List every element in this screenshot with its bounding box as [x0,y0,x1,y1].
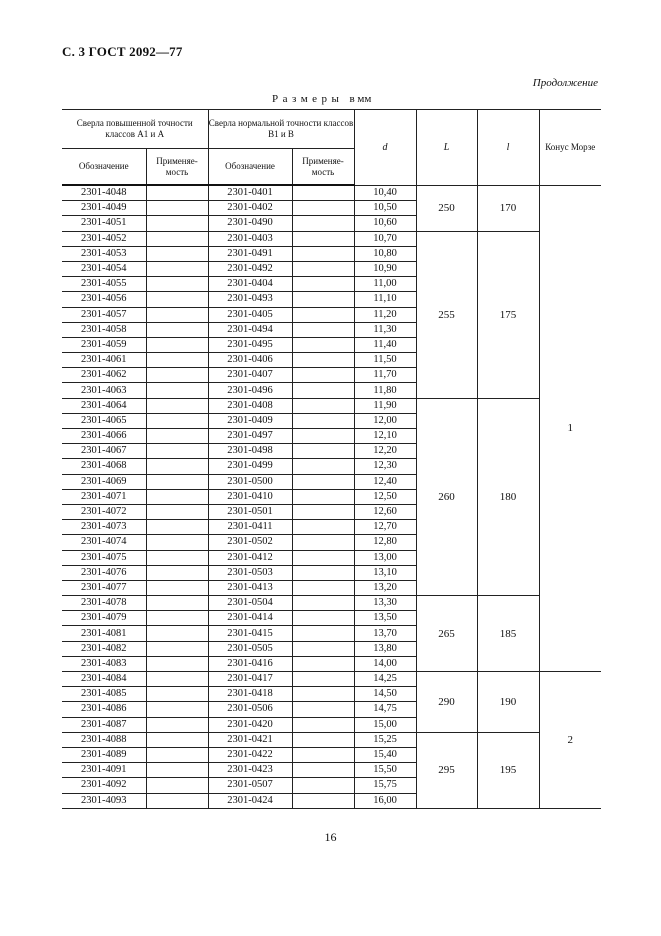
application-high-cell [146,353,208,368]
application-normal-cell [292,322,354,337]
designation-high-cell: 2301-4056 [62,292,146,307]
application-normal-cell [292,489,354,504]
application-normal-cell [292,520,354,535]
application-normal-cell [292,641,354,656]
application-normal-cell [292,687,354,702]
application-high-cell [146,383,208,398]
application-normal-cell [292,353,354,368]
application-high-cell [146,368,208,383]
application-high-cell [146,292,208,307]
dimensions-unit: в мм [349,93,372,105]
designation-high-cell: 2301-4077 [62,580,146,595]
diameter-cell: 11,40 [354,337,416,352]
designation-high-cell: 2301-4079 [62,611,146,626]
length-L-cell: 255 [416,231,477,398]
application-high-cell [146,580,208,595]
application-normal-cell [292,596,354,611]
diameter-cell: 10,80 [354,246,416,261]
designation-high-cell: 2301-4083 [62,656,146,671]
designation-high-cell: 2301-4082 [62,641,146,656]
page-number: 16 [324,830,337,844]
designation-high-cell: 2301-4072 [62,504,146,519]
length-L-cell: 295 [416,732,477,808]
application-high-cell [146,413,208,428]
application-normal-cell [292,535,354,550]
diameter-cell: 11,30 [354,322,416,337]
designation-normal-cell: 2301-0410 [208,489,292,504]
application-high-cell [146,277,208,292]
header-L: L [416,110,477,186]
diameter-cell: 16,00 [354,793,416,808]
diameter-cell: 15,40 [354,747,416,762]
application-high-cell [146,231,208,246]
designation-normal-cell: 2301-0422 [208,747,292,762]
designation-high-cell: 2301-4066 [62,429,146,444]
designation-high-cell: 2301-4062 [62,368,146,383]
continuation-label: Продолжение [532,77,598,89]
designation-normal-cell: 2301-0497 [208,429,292,444]
application-normal-cell [292,732,354,747]
diameter-cell: 10,50 [354,201,416,216]
designation-normal-cell: 2301-0493 [208,292,292,307]
length-L-cell: 290 [416,672,477,733]
designation-high-cell: 2301-4084 [62,672,146,687]
designation-normal-cell: 2301-0504 [208,596,292,611]
table-row [62,732,601,747]
designation-normal-cell: 2301-0423 [208,763,292,778]
application-normal-cell [292,747,354,762]
application-high-cell [146,717,208,732]
application-normal-cell [292,368,354,383]
application-normal-cell [292,550,354,565]
application-high-cell [146,702,208,717]
diameter-cell: 13,20 [354,580,416,595]
diameter-cell: 13,50 [354,611,416,626]
designation-normal-cell: 2301-0407 [208,368,292,383]
application-high-cell [146,444,208,459]
diameter-cell: 15,50 [354,763,416,778]
designation-high-cell: 2301-4069 [62,474,146,489]
diameter-cell: 10,70 [354,231,416,246]
designation-normal-cell: 2301-0502 [208,535,292,550]
application-high-cell [146,535,208,550]
header-d: d [354,110,416,186]
designation-normal-cell: 2301-0507 [208,778,292,793]
designation-normal-cell: 2301-0402 [208,201,292,216]
diameter-cell: 11,20 [354,307,416,322]
application-high-cell [146,459,208,474]
designation-high-cell: 2301-4052 [62,231,146,246]
application-normal-cell [292,201,354,216]
morse-taper-cell: 2 [539,672,601,809]
application-normal-cell [292,307,354,322]
designation-high-cell: 2301-4081 [62,626,146,641]
application-high-cell [146,641,208,656]
designation-high-cell: 2301-4058 [62,322,146,337]
application-normal-cell [292,611,354,626]
length-l-cell: 180 [477,398,539,595]
designation-high-cell: 2301-4074 [62,535,146,550]
diameter-cell: 12,10 [354,429,416,444]
designation-normal-cell: 2301-0494 [208,322,292,337]
designation-high-cell: 2301-4054 [62,261,146,276]
designation-normal-cell: 2301-0404 [208,277,292,292]
length-L-cell: 265 [416,596,477,672]
designation-normal-cell: 2301-0413 [208,580,292,595]
header-designation-normal: Обозначение [208,149,292,186]
designation-high-cell: 2301-4048 [62,185,146,201]
diameter-cell: 12,00 [354,413,416,428]
diameter-cell: 15,75 [354,778,416,793]
application-high-cell [146,474,208,489]
application-normal-cell [292,231,354,246]
table-row [62,672,601,687]
diameter-cell: 14,50 [354,687,416,702]
table-row [62,185,601,201]
application-high-cell [146,672,208,687]
length-L-cell: 260 [416,398,477,595]
designation-high-cell: 2301-4057 [62,307,146,322]
application-high-cell [146,201,208,216]
diameter-cell: 10,40 [354,185,416,201]
length-L-cell: 250 [416,185,477,231]
application-normal-cell [292,565,354,580]
application-high-cell [146,429,208,444]
designation-normal-cell: 2301-0500 [208,474,292,489]
diameter-cell: 10,90 [354,261,416,276]
diameter-cell: 15,00 [354,717,416,732]
application-normal-cell [292,337,354,352]
designation-high-cell: 2301-4073 [62,520,146,535]
table-body [62,185,601,808]
designation-high-cell: 2301-4049 [62,201,146,216]
designation-high-cell: 2301-4053 [62,246,146,261]
application-high-cell [146,687,208,702]
diameter-cell: 11,90 [354,398,416,413]
diameter-cell: 11,10 [354,292,416,307]
application-high-cell [146,565,208,580]
application-normal-cell [292,656,354,671]
designation-normal-cell: 2301-0421 [208,732,292,747]
application-high-cell [146,656,208,671]
application-high-cell [146,793,208,808]
designation-high-cell: 2301-4065 [62,413,146,428]
header-l: l [477,110,539,186]
designation-high-cell: 2301-4085 [62,687,146,702]
application-high-cell [146,307,208,322]
application-high-cell [146,337,208,352]
header-designation-high: Обозначение [62,149,146,186]
application-normal-cell [292,504,354,519]
application-high-cell [146,778,208,793]
diameter-cell: 13,00 [354,550,416,565]
diameter-cell: 13,80 [354,641,416,656]
application-high-cell [146,550,208,565]
diameter-cell: 12,40 [354,474,416,489]
designation-normal-cell: 2301-0501 [208,504,292,519]
designation-normal-cell: 2301-0496 [208,383,292,398]
designation-high-cell: 2301-4064 [62,398,146,413]
application-normal-cell [292,429,354,444]
designation-high-cell: 2301-4068 [62,459,146,474]
designation-normal-cell: 2301-0415 [208,626,292,641]
application-normal-cell [292,185,354,201]
application-high-cell [146,732,208,747]
designation-high-cell: 2301-4061 [62,353,146,368]
designation-normal-cell: 2301-0424 [208,793,292,808]
application-normal-cell [292,763,354,778]
diameter-cell: 11,70 [354,368,416,383]
header-morse-taper: Конус Морзе [539,110,601,186]
diameter-cell: 14,75 [354,702,416,717]
length-l-cell: 185 [477,596,539,672]
drill-dimensions-table [62,109,601,809]
designation-normal-cell: 2301-0491 [208,246,292,261]
dimensions-caption [272,93,371,105]
length-l-cell: 195 [477,732,539,808]
length-l-cell: 170 [477,185,539,231]
application-high-cell [146,747,208,762]
designation-normal-cell: 2301-0416 [208,656,292,671]
designation-high-cell: 2301-4093 [62,793,146,808]
table-row [62,231,601,246]
diameter-cell: 13,10 [354,565,416,580]
application-high-cell [146,261,208,276]
diameter-cell: 12,20 [354,444,416,459]
diameter-cell: 13,30 [354,596,416,611]
designation-normal-cell: 2301-0412 [208,550,292,565]
diameter-cell: 11,50 [354,353,416,368]
diameter-cell: 12,60 [354,504,416,519]
designation-high-cell: 2301-4088 [62,732,146,747]
diameter-cell: 12,30 [354,459,416,474]
length-l-cell: 175 [477,231,539,398]
application-high-cell [146,216,208,231]
diameter-cell: 15,25 [354,732,416,747]
designation-normal-cell: 2301-0409 [208,413,292,428]
designation-high-cell: 2301-4086 [62,702,146,717]
application-normal-cell [292,383,354,398]
application-normal-cell [292,292,354,307]
application-high-cell [146,626,208,641]
designation-high-cell: 2301-4063 [62,383,146,398]
designation-high-cell: 2301-4089 [62,747,146,762]
application-high-cell [146,185,208,201]
application-normal-cell [292,277,354,292]
application-normal-cell [292,413,354,428]
application-high-cell [146,596,208,611]
designation-normal-cell: 2301-0498 [208,444,292,459]
designation-normal-cell: 2301-0492 [208,261,292,276]
application-normal-cell [292,474,354,489]
application-high-cell [146,763,208,778]
designation-high-cell: 2301-4051 [62,216,146,231]
designation-high-cell: 2301-4078 [62,596,146,611]
application-normal-cell [292,702,354,717]
header-application-normal: Применяе-мость [292,149,354,186]
designation-normal-cell: 2301-0495 [208,337,292,352]
designation-normal-cell: 2301-0499 [208,459,292,474]
header-application-high: Применяе-мость [146,149,208,186]
application-normal-cell [292,246,354,261]
designation-normal-cell: 2301-0403 [208,231,292,246]
header-normal-precision: Сверла нормальной точности классов В1 и В [208,110,354,149]
application-normal-cell [292,672,354,687]
application-high-cell [146,489,208,504]
application-normal-cell [292,459,354,474]
application-high-cell [146,611,208,626]
designation-normal-cell: 2301-0505 [208,641,292,656]
designation-normal-cell: 2301-0417 [208,672,292,687]
designation-high-cell: 2301-4092 [62,778,146,793]
designation-high-cell: 2301-4091 [62,763,146,778]
diameter-cell: 14,00 [354,656,416,671]
designation-normal-cell: 2301-0414 [208,611,292,626]
designation-high-cell: 2301-4075 [62,550,146,565]
application-high-cell [146,398,208,413]
application-normal-cell [292,216,354,231]
designation-high-cell: 2301-4067 [62,444,146,459]
diameter-cell: 12,70 [354,520,416,535]
table-row [62,398,601,413]
designation-high-cell: 2301-4087 [62,717,146,732]
designation-normal-cell: 2301-0406 [208,353,292,368]
designation-normal-cell: 2301-0411 [208,520,292,535]
morse-taper-cell: 1 [539,185,601,672]
diameter-cell: 12,80 [354,535,416,550]
application-normal-cell [292,778,354,793]
designation-high-cell: 2301-4076 [62,565,146,580]
table-row [62,596,601,611]
diameter-cell: 11,00 [354,277,416,292]
designation-high-cell: 2301-4059 [62,337,146,352]
designation-normal-cell: 2301-0506 [208,702,292,717]
diameter-cell: 13,70 [354,626,416,641]
designation-normal-cell: 2301-0418 [208,687,292,702]
designation-high-cell: 2301-4071 [62,489,146,504]
designation-high-cell: 2301-4055 [62,277,146,292]
diameter-cell: 10,60 [354,216,416,231]
application-normal-cell [292,444,354,459]
dimensions-word: Размеры [272,93,344,105]
designation-normal-cell: 2301-0503 [208,565,292,580]
application-high-cell [146,246,208,261]
diameter-cell: 11,80 [354,383,416,398]
designation-normal-cell: 2301-0490 [208,216,292,231]
length-l-cell: 190 [477,672,539,733]
application-normal-cell [292,793,354,808]
designation-normal-cell: 2301-0405 [208,307,292,322]
designation-normal-cell: 2301-0401 [208,185,292,201]
application-normal-cell [292,626,354,641]
application-normal-cell [292,717,354,732]
page-header: С. 3 ГОСТ 2092—77 [62,44,183,59]
designation-normal-cell: 2301-0408 [208,398,292,413]
diameter-cell: 14,25 [354,672,416,687]
designation-normal-cell: 2301-0420 [208,717,292,732]
header-high-precision: Сверла повышенной точности классов А1 и А [62,110,208,149]
diameter-cell: 12,50 [354,489,416,504]
application-high-cell [146,520,208,535]
application-normal-cell [292,398,354,413]
application-normal-cell [292,261,354,276]
application-high-cell [146,504,208,519]
application-high-cell [146,322,208,337]
application-normal-cell [292,580,354,595]
